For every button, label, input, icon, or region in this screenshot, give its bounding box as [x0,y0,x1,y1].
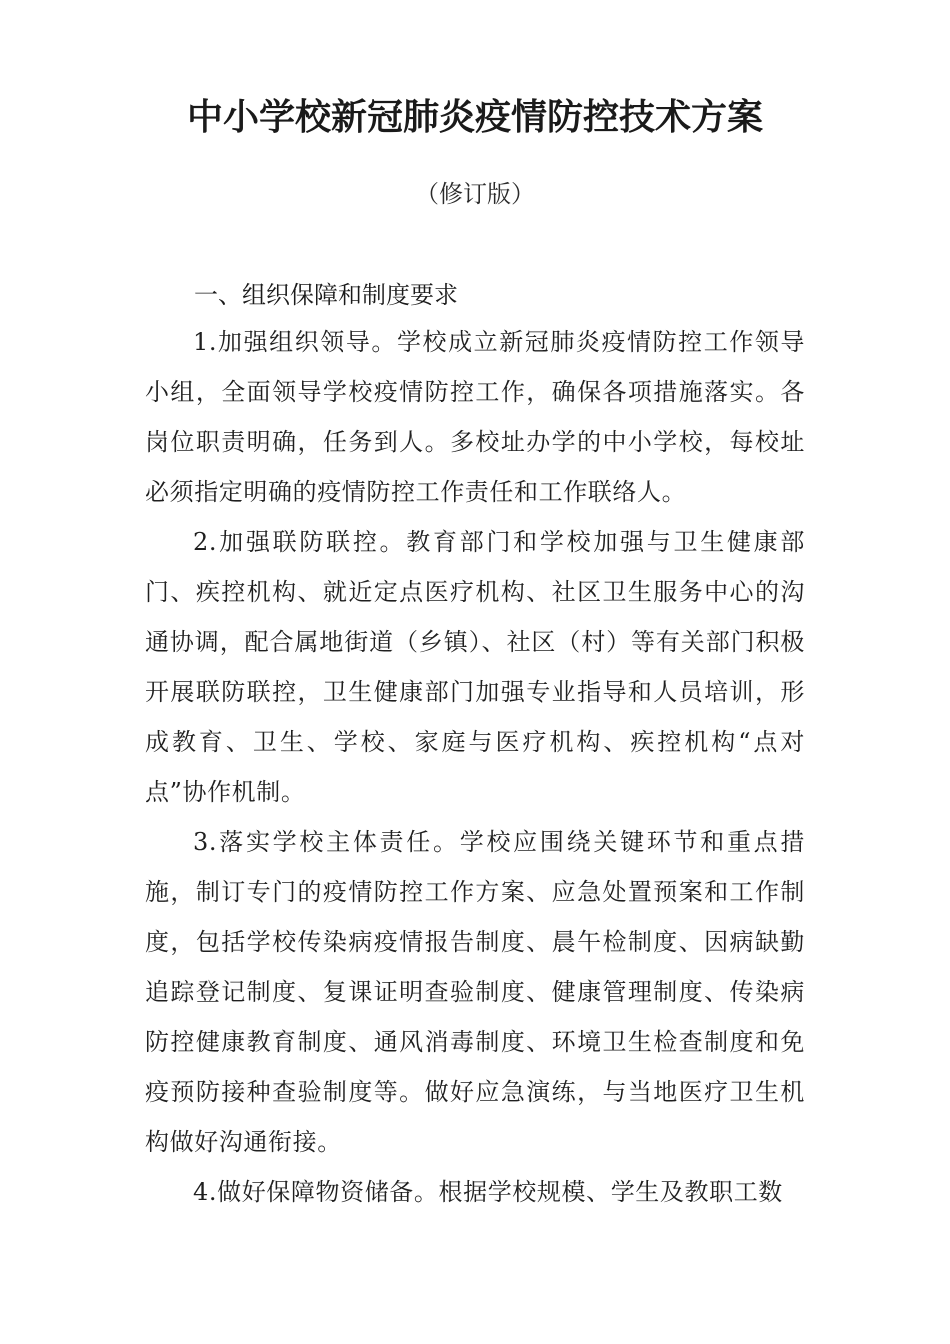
section-heading: 一、组织保障和制度要求 [194,281,458,309]
paragraph-2: 2.加强联防联控。教育部门和学校加强与卫生健康部门、疾控机构、就近定点医疗机构、社区卫生服务中心的沟通协调，配合属地街道（乡镇）、社区（村）等有关部门积极开展联防联控，卫生健康部门加强专业指导和人员培训，形成教育、卫生、学校、家庭与医疗机构、疾控机构“点对点”协作机制。 [145,528,805,806]
document-title: 中小学校新冠肺炎疫情防控技术方案 [186,97,763,138]
document-body [145,317,805,1217]
paragraph-3: 3.落实学校主体责任。学校应围绕关键环节和重点措施，制订专门的疫情防控工作方案、应急处置预案和工作制度，包括学校传染病疫情报告制度、晨午检制度、因病缺勤追踪登记制度、复课证明查验制度、健康管理制度、传染病防控健康教育制度、通风消毒制度、环境卫生检查制度和免疫预防接种查验制度等。做好应急演练，与当地医疗卫生机构做好沟通衔接。 [145,828,805,1156]
paragraph-1: 1.加强组织领导。学校成立新冠肺炎疫情防控工作领导小组，全面领导学校疫情防控工作，确保各项措施落实。各岗位职责明确，任务到人。多校址办学的中小学校，每校址必须指定明确的疫情防控工作责任和工作联络人。 [145,328,805,506]
document-subtitle: （修订版） [415,180,535,208]
paragraph-4: 4.做好保障物资储备。根据学校规模、学生及教职工数 [193,1178,783,1206]
